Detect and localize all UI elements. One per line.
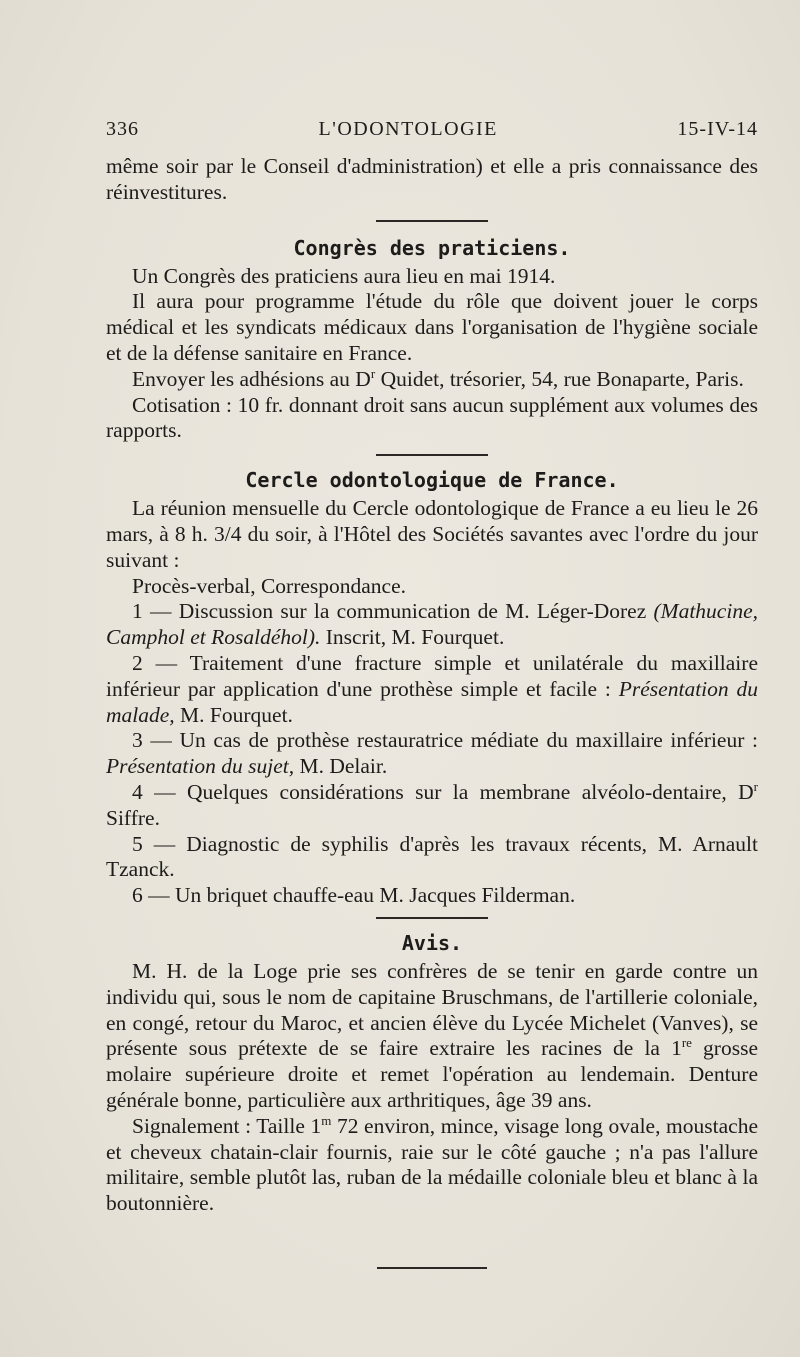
section-congres [106, 236, 758, 445]
text-run: 2 — Traitement d'une fracture simple et unilatérale du maxillaire inférieur par application d'une prothèse simple et facile : [106, 650, 758, 701]
paragraph [106, 1114, 758, 1217]
paragraph [106, 959, 758, 1114]
paragraph: La réunion mensuelle du Cercle odontologique de France a eu lieu le 26 mars, à 8 h. 3/4 du soir, à l'Hôtel des Sociétés savantes avec l'ordre du jour suivant : [106, 496, 758, 572]
section-avis [106, 931, 758, 1217]
section-divider [376, 220, 488, 222]
text-run: Inscrit, M. Fourquet. [320, 625, 505, 650]
issue-date: 15-IV-14 [677, 118, 758, 140]
italic-run: (Mathucine, Camphol et Rosaldéhol). [106, 599, 758, 650]
agenda-item [106, 728, 758, 780]
text-run: M. Delair. [294, 754, 388, 779]
superscript: m [321, 1112, 332, 1128]
section-heading-avis: Avis. [401, 930, 463, 955]
section-heading-congres: Congrès des praticiens. [293, 235, 571, 260]
agenda-item: 5 — Diagnostic de syphilis d'après les travaux récents, M. Arnault Tzanck. [106, 831, 758, 882]
section-cercle [106, 468, 758, 909]
closing-rule [377, 1267, 487, 1269]
superscript: r [753, 778, 758, 794]
paragraph: Il aura pour programme l'étude du rôle que doivent jouer le corps médical et les syndicats médicaux dans l'organisation de l'hygiène sociale et de la défense sanitaire en France. [106, 289, 758, 365]
text-run: 3 — Un cas de prothèse restauratrice médiate du maxillaire inférieur : [132, 728, 758, 753]
superscript: re [681, 1035, 692, 1051]
text-run: 1 — Discussion sur la communication de M. Léger-Dorez [132, 599, 654, 624]
journal-title: L'ODONTOLOGIE [318, 118, 498, 140]
agenda-item [106, 651, 758, 728]
text-run: Quidet, trésorier, 54, rue Bonaparte, Paris. [375, 366, 744, 391]
text-run: M. Fourquet. [174, 702, 293, 727]
paragraph: Cotisation : 10 fr. donnant droit sans aucun supplément aux volumes des rapports. [106, 392, 758, 443]
italic-run: Présentation du sujet, [106, 754, 295, 779]
agenda-item [106, 599, 758, 651]
text-run: Signalement : Taille 1 [132, 1113, 322, 1138]
page-number: 336 [106, 118, 139, 140]
text-run: 72 environ, mince, visage long ovale, moustache et cheveux chatain-clair fournis, raie sur le côté gauche ; n'a pas l'allure militaire, semble plutôt las, ruban de la médaille coloniale bleu et blanc à la boutonnière. [106, 1113, 758, 1216]
text-run: grosse molaire supérieure droite et remet l'opération au lendemain. Denture générale bonne, particulière aux arthritiques, âge 39 ans. [106, 1036, 758, 1112]
section-divider [376, 917, 488, 919]
running-head [106, 118, 758, 154]
section-heading-cercle: Cercle odontologique de France. [245, 468, 619, 493]
intro-paragraph: même soir par le Conseil d'administration) et elle a pris connaissance des réinvestitures. [106, 154, 758, 204]
italic-run: Présentation du malade, [106, 676, 758, 727]
section-divider [376, 454, 488, 456]
text-run: Envoyer les adhésions au D [132, 366, 371, 391]
text-run: Siffre. [106, 805, 160, 830]
paragraph [106, 367, 758, 393]
text-run: M. H. de la Loge prie ses confrères de se tenir en garde contre un individu qui, sous le nom de capitaine Bruschmans, de l'artillerie coloniale, en congé, retour du Maroc, et ancien élève du Lycée Michelet (Vanves), se présente sous prétexte de se faire extraire les racines de la 1 [106, 958, 758, 1061]
superscript: r [370, 365, 376, 381]
agenda-item [106, 780, 758, 832]
paragraph: Un Congrès des praticiens aura lieu en mai 1914. [132, 263, 556, 288]
page-content [106, 118, 758, 1269]
paragraph: Procès-verbal, Correspondance. [132, 573, 407, 598]
text-run: 4 — Quelques considérations sur la membrane alvéolo-dentaire, D [132, 779, 754, 804]
agenda-item: 6 — Un briquet chauffe-eau M. Jacques Filderman. [132, 883, 576, 908]
